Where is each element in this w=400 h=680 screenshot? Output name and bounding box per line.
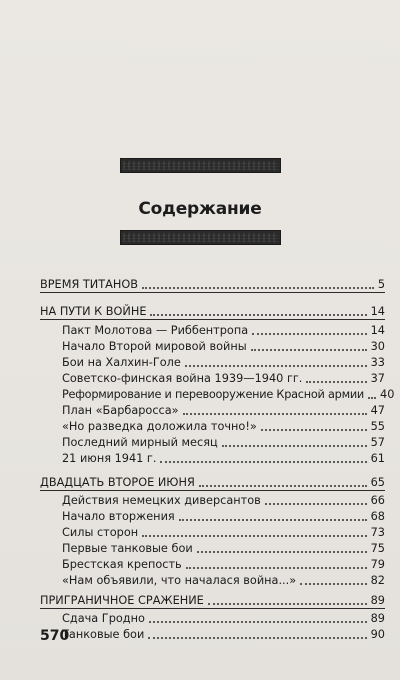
toc-page-number: 89 [370,612,385,625]
toc-entry [62,402,385,418]
toc-leader-dots [148,637,366,639]
toc-leader-dots [149,621,367,623]
toc-entry [62,322,385,338]
decorative-bar-top [120,158,281,173]
toc-leader-dots [306,381,366,383]
toc-page-number: 73 [370,526,385,539]
toc-entry-title: Реформирование и перевооружение Красной армии [62,388,365,401]
toc-leader-dots [251,349,367,351]
toc-entry-title: Первые танковые бои [62,542,193,555]
toc-leader-dots [265,503,367,505]
toc-entry-title: Танковые бои [62,628,145,641]
toc-leader-dots [142,287,374,289]
toc-leader-dots [197,551,367,553]
toc-entry-title: 21 июня 1941 г. [62,452,157,465]
toc-entry [62,450,385,466]
toc-page-number: 68 [370,510,385,523]
toc-entry-title: Пакт Молотова — Риббентропа [62,324,249,337]
toc-page-number: 33 [370,356,385,369]
toc-entry [62,508,385,524]
toc-page-number: 30 [370,340,385,353]
toc-entry-title: Силы сторон [62,526,139,539]
toc-entry [62,338,385,354]
toc-page-number: 14 [370,305,385,318]
toc-entry-title: Последний мирный месяц [62,436,218,449]
toc-entry-title: План «Барбаросса» [62,404,179,417]
toc-section-title: ПРИГРАНИЧНОЕ СРАЖЕНИЕ [40,594,204,607]
toc-leader-dots [300,583,366,585]
toc-section-prigranichnoe-srazhenie [40,592,385,609]
toc-page-number: 66 [370,494,385,507]
toc-leader-dots [208,603,367,605]
toc-leader-dots [183,413,367,415]
toc-entry [62,540,385,556]
toc-entry-title: Начало Второй мировой войны [62,340,247,353]
toc-entry [62,572,385,588]
toc-entry-title: Действия немецких диверсантов [62,494,261,507]
toc-entry-title: Начало вторжения [62,510,175,523]
toc-entry [62,370,385,386]
contents-heading: Содержание [138,199,262,219]
toc-entry-title: «Но разведка доложила точно!» [62,420,257,433]
toc-entry-title: Бои на Халхин-Голе [62,356,181,369]
toc-leader-dots [368,397,376,399]
toc-leader-dots [222,445,367,447]
toc-page-number: 57 [370,436,385,449]
toc-leader-dots [150,314,366,316]
toc-section-title: ДВАДЦАТЬ ВТОРОЕ ИЮНЯ [40,476,195,489]
page-number-folio: 570 [40,628,70,644]
toc-page-number: 5 [377,278,385,291]
toc-entry-title: Сдача Гродно [62,612,145,625]
toc-leader-dots [252,333,366,335]
toc-page-number: 90 [370,628,385,641]
toc-page-number: 75 [370,542,385,555]
toc-page-number: 55 [370,420,385,433]
toc-entry [62,492,385,508]
toc-entry [62,626,385,642]
toc-section-vremya-titanov [40,276,385,293]
toc-entry [62,556,385,572]
toc-page-number: 61 [370,452,385,465]
toc-section-title: ВРЕМЯ ТИТАНОВ [40,278,139,291]
toc-page-number: 65 [370,476,385,489]
toc-section-dvadtsat-vtoroe-iyunya [40,474,385,491]
toc-entry [62,610,385,626]
toc-entry [62,434,385,450]
toc-page-number: 82 [370,574,385,587]
decorative-bar-bottom [120,230,281,245]
toc-leader-dots [142,535,366,537]
toc-leader-dots [160,461,366,463]
toc-page-number: 89 [370,594,385,607]
toc-leader-dots [199,485,367,487]
toc-section-na-puti-k-voyne [40,303,385,320]
toc-page-number: 40 [380,388,395,401]
toc-page-number: 79 [370,558,385,571]
toc-entry [62,354,385,370]
toc-page-number: 37 [370,372,385,385]
toc-entry [62,418,385,434]
toc-section-title: НА ПУТИ К ВОЙНЕ [40,305,147,318]
toc-page-number: 14 [370,324,385,337]
toc-entry-title: «Нам объявили, что началася война...» [62,574,297,587]
toc-leader-dots [186,567,367,569]
toc-entry-title: Советско-финская война 1939—1940 гг. [62,372,303,385]
toc-leader-dots [261,429,367,431]
toc-entry-title: Брестская крепость [62,558,182,571]
toc-entry [62,386,395,402]
toc-leader-dots [179,519,367,521]
toc-page-number: 47 [370,404,385,417]
toc-entry [62,524,385,540]
toc-leader-dots [185,365,367,367]
